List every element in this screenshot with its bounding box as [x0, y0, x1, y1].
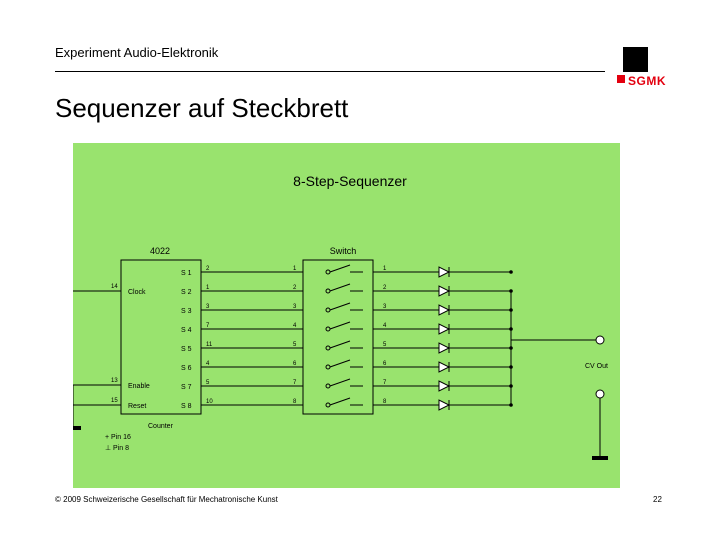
output-label-s4: S 4 — [181, 327, 192, 334]
chip-sublabel: Counter — [148, 423, 173, 430]
clock-pin: 14 — [111, 284, 118, 290]
output-label-s6: S 6 — [181, 365, 192, 372]
bus-node-2 — [509, 289, 513, 293]
chip-pin-4: 7 — [206, 323, 210, 329]
switch-in-pin-4: 4 — [293, 323, 297, 329]
footer-copyright: © 2009 Schweizerische Gesellschaft für Mechatronische Kunst — [55, 495, 278, 504]
switch-out-pin-8: 8 — [383, 399, 387, 405]
sgmk-logo-mark — [617, 75, 625, 83]
page-title: Sequenzer auf Steckbrett — [55, 93, 349, 123]
switch-in-pin-6: 6 — [293, 361, 297, 367]
switch-in-pin-5: 5 — [293, 342, 297, 348]
enable-pin: 13 — [111, 378, 118, 384]
enable-label: Enable — [128, 383, 150, 390]
chip-pin-5: 11 — [206, 342, 213, 348]
bus-node-4 — [509, 327, 513, 331]
switch-label: Switch — [329, 246, 357, 256]
schematic-background — [73, 143, 620, 488]
switch-in-pin-1: 1 — [293, 266, 297, 272]
output-label-s2: S 2 — [181, 289, 192, 296]
output-label-s5: S 5 — [181, 346, 192, 353]
cv-out-label: CV Out — [585, 363, 608, 370]
switch-out-pin-1: 1 — [383, 266, 387, 272]
output-label-s3: S 3 — [181, 308, 192, 315]
switch-out-pin-3: 3 — [383, 304, 387, 310]
switch-in-pin-2: 2 — [293, 285, 297, 291]
chip-pin-6: 4 — [206, 361, 210, 367]
presentation-header: Experiment Audio-Elektronik — [55, 45, 219, 60]
switch-out-pin-6: 6 — [383, 361, 387, 367]
chip-pin-2: 1 — [206, 285, 210, 291]
power-note-2: ⊥ Pin 8 — [105, 445, 129, 452]
chip-pin-8: 10 — [206, 399, 213, 405]
switch-in-pin-8: 8 — [293, 399, 297, 405]
page-number: 22 — [653, 495, 662, 504]
chip-pin-3: 3 — [206, 304, 210, 310]
output-label-s7: S 7 — [181, 384, 192, 391]
reset-label: Reset — [128, 403, 147, 410]
sgmk-logo-text: SGMK — [628, 74, 666, 88]
ground-symbol-left — [73, 426, 81, 430]
switch-in-pin-3: 3 — [293, 304, 297, 310]
output-label-s1: S 1 — [181, 270, 192, 277]
reset-pin: 15 — [111, 398, 118, 404]
switch-out-pin-5: 5 — [383, 342, 387, 348]
bus-node-3 — [509, 308, 513, 312]
output-label-s8: S 8 — [181, 403, 192, 410]
switch-in-pin-7: 7 — [293, 380, 297, 386]
sequencer-schematic — [73, 143, 620, 488]
power-note-1: + Pin 16 — [105, 434, 131, 441]
chip-pin-7: 5 — [206, 380, 210, 386]
bus-node-7 — [509, 384, 513, 388]
switch-out-pin-7: 7 — [383, 380, 387, 386]
bus-node-8 — [509, 403, 513, 407]
chip-label: 4022 — [149, 246, 171, 256]
clock-label: Clock — [128, 289, 146, 296]
bus-node-1 — [509, 270, 513, 274]
header-divider — [55, 71, 605, 72]
bus-node-6 — [509, 365, 513, 369]
bus-node-5 — [509, 346, 513, 350]
chip-pin-1: 2 — [206, 266, 210, 272]
sgmk-logo-block — [623, 47, 648, 72]
switch-out-pin-2: 2 — [383, 285, 387, 291]
ground-symbol-right — [592, 456, 608, 460]
switch-out-pin-4: 4 — [383, 323, 387, 329]
schematic-title: 8-Step-Sequenzer — [293, 173, 407, 189]
cv-ground-jack — [596, 390, 604, 398]
cv-out-jack — [596, 336, 604, 344]
